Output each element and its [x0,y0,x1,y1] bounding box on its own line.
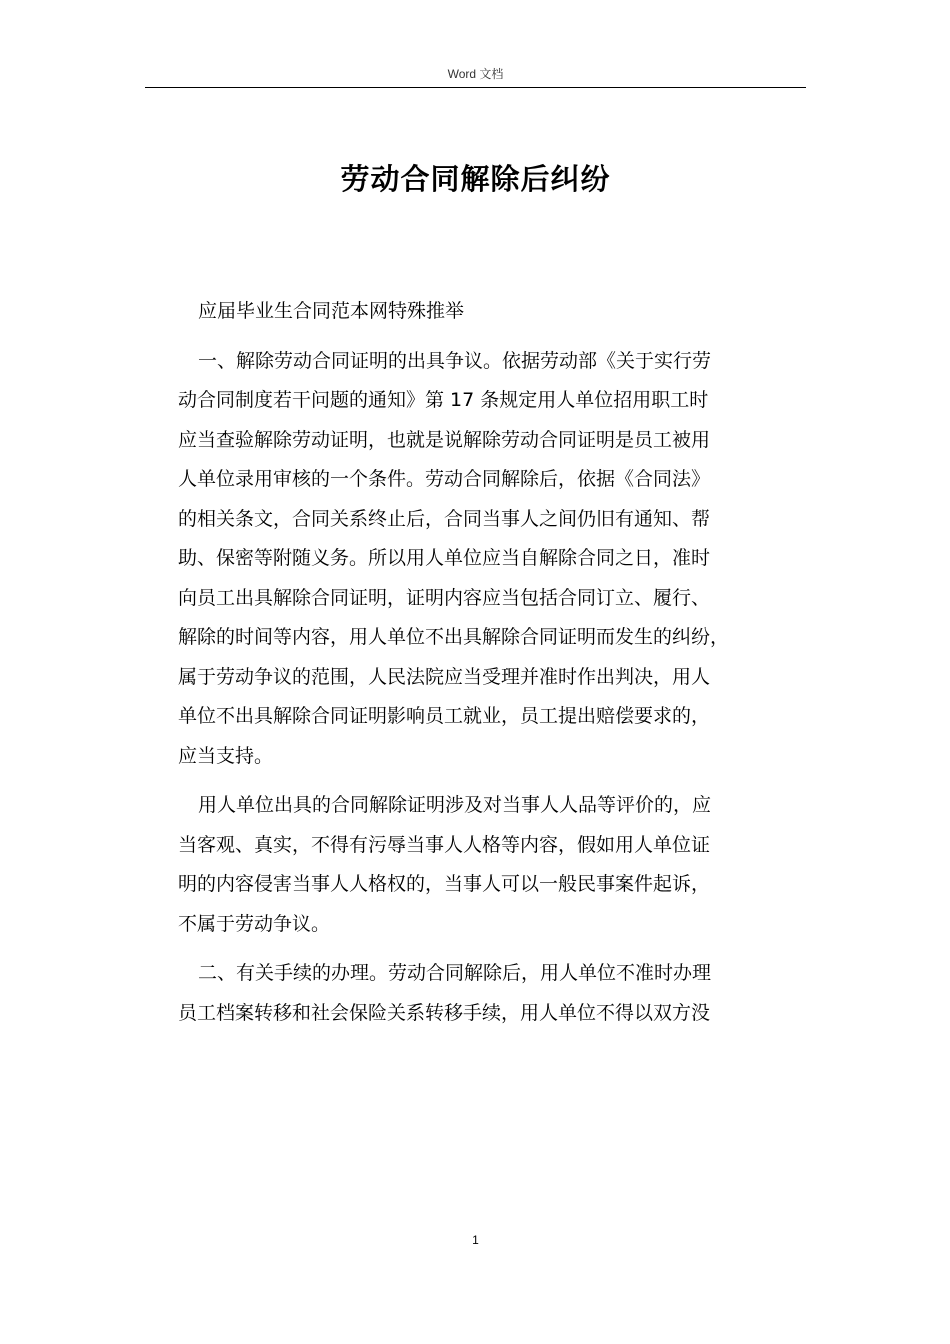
body-line: 一、解除劳动合同证明的出具争议。依据劳动部《关于实行劳 [198,349,712,372]
body-line: 明的内容侵害当事人人格权的，当事人可以一般民事案件起诉， [178,873,711,895]
body-line: 应当查验解除劳动证明，也就是说解除劳动合同证明是员工被用 [178,428,711,451]
body-line: 人单位录用审核的一个条件。劳动合同解除后，依据《合同法》 [178,468,711,490]
page-number: 1 [472,1233,479,1247]
paragraph-1 [178,292,818,332]
body-line: 的相关条文，合同关系终止后，合同当事人之间仍旧有通知、帮 [178,507,711,530]
body-line: 用人单位出具的合同解除证明涉及对当事人人品等评价的，应 [198,794,712,816]
body-line: 二、有关手续的办理。劳动合同解除后，用人单位不准时办理 [198,962,712,984]
body-line: 当客观、真实，不得有污辱当事人人格等内容，假如用人单位证 [178,833,711,856]
body-line: 助、保密等附随义务。所以用人单位应当自解除合同之日，准时 [178,547,711,569]
paragraph-4 [178,954,818,1033]
body-line: 解除的时间等内容，用人单位不出具解除合同证明而发生的纠纷， [178,626,730,648]
body-line: 动合同制度若干问题的通知》第 17 条规定用人单位招用职工时 [178,389,709,411]
body-line: 应当支持。 [178,744,274,767]
paragraph-2 [178,342,818,777]
body-line: 属于劳动争议的范围，人民法院应当受理并准时作出判决，用人 [178,665,711,688]
document-title: 劳动合同解除后纠纷 [340,162,611,196]
page-header: Word 文档 [447,67,504,81]
body-line: 向员工出具解除合同证明，证明内容应当包括合同订立、履行、 [178,586,711,609]
body-line: 单位不出具解除合同证明影响员工就业，员工提出赔偿要求的， [178,705,711,727]
paragraph-3 [178,786,818,944]
body-line: 应届毕业生合同范本网特殊推举 [198,300,465,322]
header-rule [145,87,806,88]
body-line: 不属于劳动争议。 [178,912,331,935]
body-line: 员工档案转移和社会保险关系转移手续，用人单位不得以双方没 [178,1001,711,1024]
document-body [178,292,818,1043]
